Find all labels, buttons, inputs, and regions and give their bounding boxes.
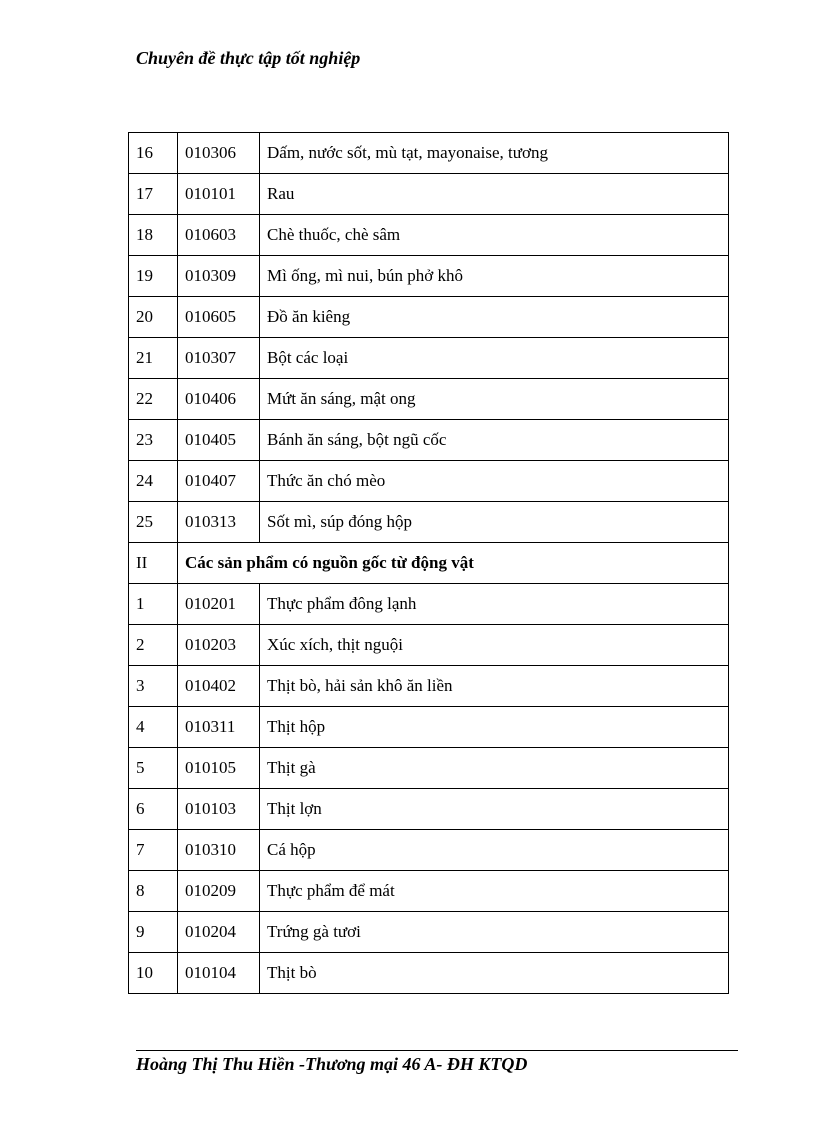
- product-code: 010306: [178, 133, 260, 174]
- table-row: [129, 625, 729, 666]
- product-code: 010407: [178, 461, 260, 502]
- product-code: 010406: [178, 379, 260, 420]
- page-header-title: Chuyên đề thực tập tốt nghiệp: [136, 48, 361, 68]
- product-code: 010309: [178, 256, 260, 297]
- product-name: Mứt ăn sáng, mật ong: [260, 379, 729, 420]
- table-row: [129, 502, 729, 543]
- table-row: [129, 830, 729, 871]
- footer-divider: [136, 1050, 738, 1051]
- product-code: 010101: [178, 174, 260, 215]
- row-number: 6: [129, 789, 178, 830]
- table-row: [129, 174, 729, 215]
- table-row: [129, 707, 729, 748]
- product-name: Trứng gà tươi: [260, 912, 729, 953]
- row-number: 1: [129, 584, 178, 625]
- table-row: [129, 256, 729, 297]
- page-footer-text: Hoàng Thị Thu Hiền -Thương mại 46 A- ĐH KTQD: [136, 1054, 528, 1074]
- product-name: Bột các loại: [260, 338, 729, 379]
- product-name: Thịt hộp: [260, 707, 729, 748]
- table-row: [129, 379, 729, 420]
- product-code-table: [128, 132, 729, 994]
- product-name: Thực phẩm để mát: [260, 871, 729, 912]
- table-row: [129, 666, 729, 707]
- row-number: 7: [129, 830, 178, 871]
- product-code: 010603: [178, 215, 260, 256]
- product-code: 010209: [178, 871, 260, 912]
- table-row: [129, 133, 729, 174]
- table-row: [129, 338, 729, 379]
- row-number: 9: [129, 912, 178, 953]
- product-name: Rau: [260, 174, 729, 215]
- row-number: 18: [129, 215, 178, 256]
- product-name: Bánh ăn sáng, bột ngũ cốc: [260, 420, 729, 461]
- section-number: II: [129, 543, 178, 584]
- product-name: Mì ống, mì nui, bún phở khô: [260, 256, 729, 297]
- product-code: 010203: [178, 625, 260, 666]
- row-number: 10: [129, 953, 178, 994]
- row-number: 20: [129, 297, 178, 338]
- product-code: 010402: [178, 666, 260, 707]
- product-name: Đồ ăn kiêng: [260, 297, 729, 338]
- product-code: 010104: [178, 953, 260, 994]
- row-number: 25: [129, 502, 178, 543]
- product-code: 010405: [178, 420, 260, 461]
- table-row: [129, 748, 729, 789]
- table-row: [129, 912, 729, 953]
- product-code: 010310: [178, 830, 260, 871]
- row-number: 4: [129, 707, 178, 748]
- row-number: 21: [129, 338, 178, 379]
- product-code: 010311: [178, 707, 260, 748]
- product-name: Sốt mì, súp đóng hộp: [260, 502, 729, 543]
- product-name: Xúc xích, thịt nguội: [260, 625, 729, 666]
- row-number: 2: [129, 625, 178, 666]
- product-code: 010105: [178, 748, 260, 789]
- row-number: 17: [129, 174, 178, 215]
- product-code: 010103: [178, 789, 260, 830]
- row-number: 22: [129, 379, 178, 420]
- product-code: 010313: [178, 502, 260, 543]
- product-name: Thịt gà: [260, 748, 729, 789]
- product-name: Thịt lợn: [260, 789, 729, 830]
- table-row: [129, 953, 729, 994]
- row-number: 3: [129, 666, 178, 707]
- product-name: Cá hộp: [260, 830, 729, 871]
- product-name: Chè thuốc, chè sâm: [260, 215, 729, 256]
- row-number: 23: [129, 420, 178, 461]
- section-header-row: [129, 543, 729, 584]
- table-row: [129, 789, 729, 830]
- table-row: [129, 584, 729, 625]
- row-number: 24: [129, 461, 178, 502]
- product-code: 010201: [178, 584, 260, 625]
- table-row: [129, 461, 729, 502]
- table-row: [129, 297, 729, 338]
- table-body-group-2: [129, 584, 729, 994]
- product-code: 010605: [178, 297, 260, 338]
- product-code: 010204: [178, 912, 260, 953]
- product-name: Thức ăn chó mèo: [260, 461, 729, 502]
- row-number: 16: [129, 133, 178, 174]
- product-name: Thịt bò: [260, 953, 729, 994]
- table-row: [129, 215, 729, 256]
- table-body-section: [129, 543, 729, 584]
- row-number: 8: [129, 871, 178, 912]
- table-row: [129, 871, 729, 912]
- product-name: Thực phẩm đông lạnh: [260, 584, 729, 625]
- product-name: Dấm, nước sốt, mù tạt, mayonaise, tương: [260, 133, 729, 174]
- section-title: Các sản phẩm có nguồn gốc từ động vật: [178, 543, 729, 584]
- product-name: Thịt bò, hải sản khô ăn liền: [260, 666, 729, 707]
- table-row: [129, 420, 729, 461]
- row-number: 19: [129, 256, 178, 297]
- product-code: 010307: [178, 338, 260, 379]
- row-number: 5: [129, 748, 178, 789]
- table-body-group-1: [129, 133, 729, 543]
